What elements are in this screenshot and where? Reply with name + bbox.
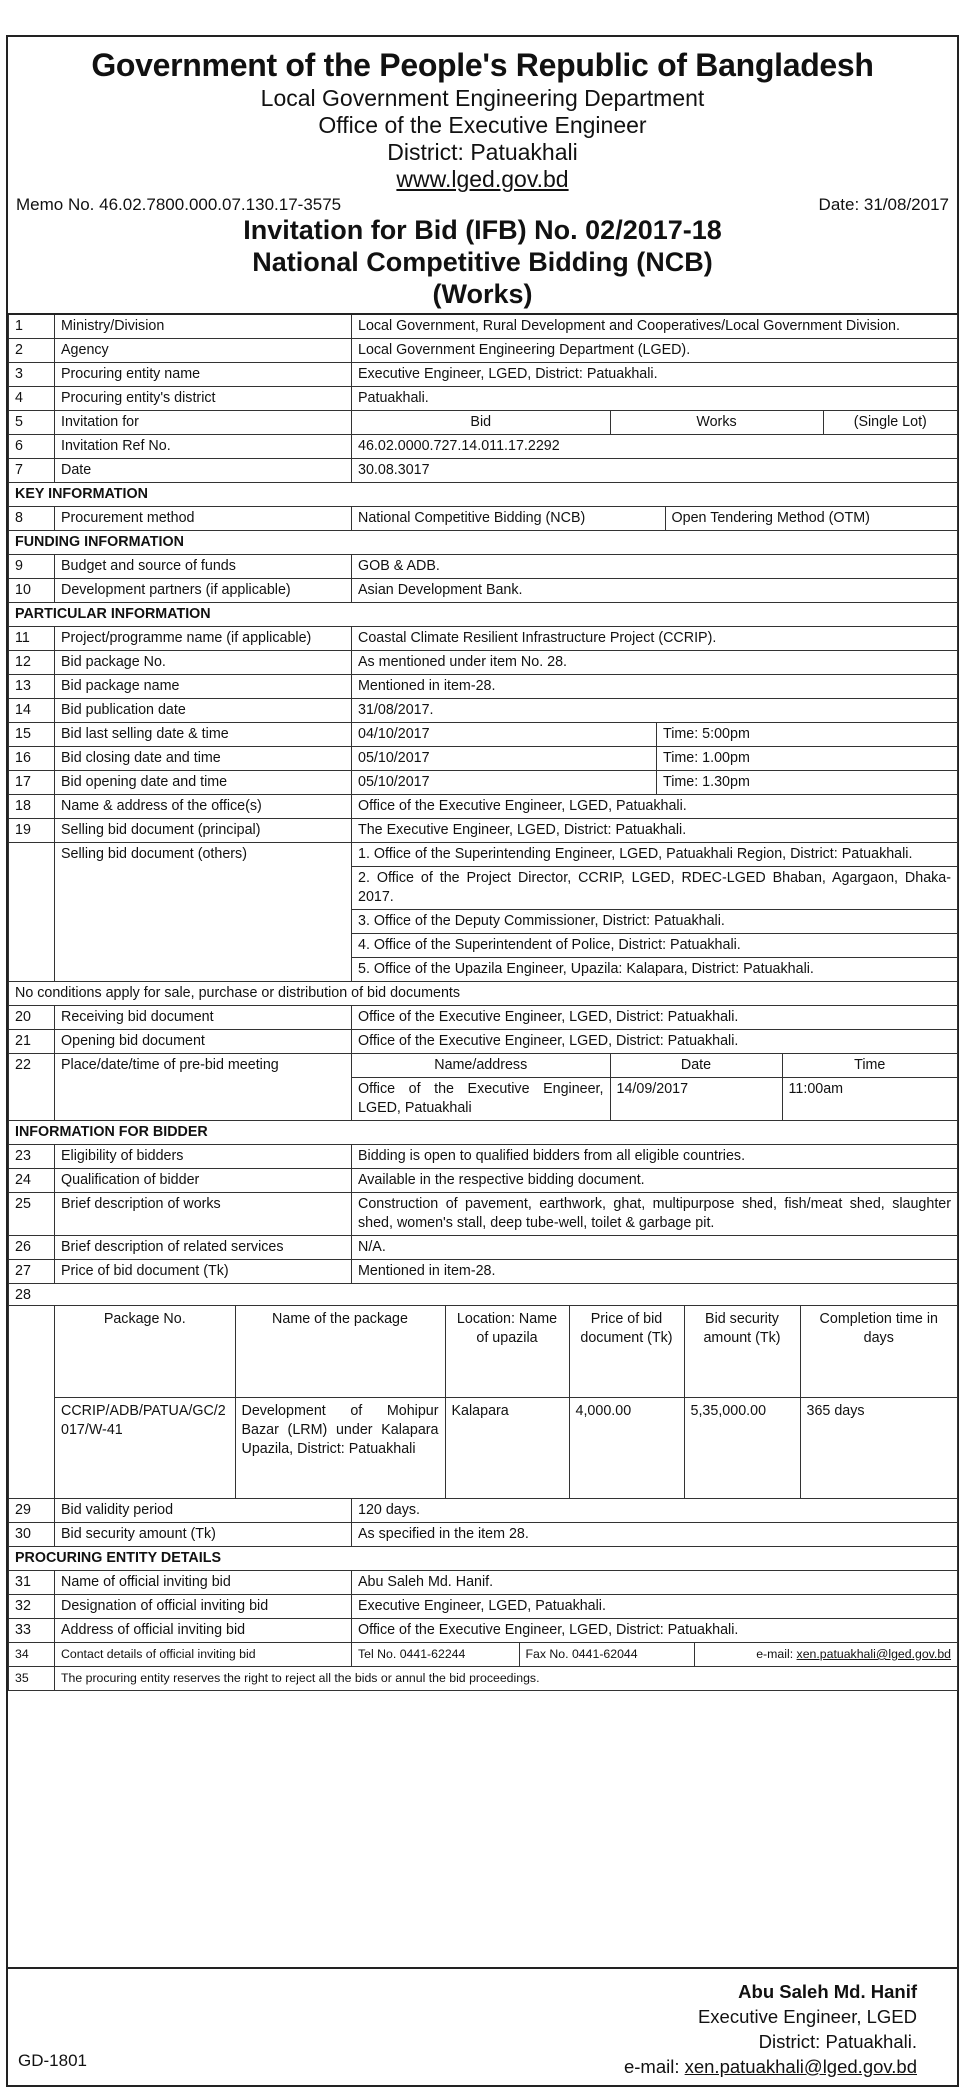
signatory-district: District: Patuakhali. xyxy=(758,2031,917,2052)
section-heading: KEY INFORMATION xyxy=(9,482,958,506)
section-heading: PARTICULAR INFORMATION xyxy=(9,602,958,626)
section-heading: PROCURING ENTITY DETAILS xyxy=(9,1546,958,1570)
table-row: 10 Development partners (if applicable) Asian Development Bank. xyxy=(9,578,958,602)
document-code: GD-1801 xyxy=(18,2051,87,2070)
ifb-title xyxy=(8,215,957,311)
table-row: 24 Qualification of bidder Available in the respective bidding document. xyxy=(9,1168,958,1192)
signatory-email-link[interactable]: xen.patuakhali@lged.gov.bd xyxy=(684,2056,917,2077)
table-row: 4 Procuring entity's district Patuakhali. xyxy=(9,386,958,410)
table-row: 12 Bid package No. As mentioned under item No. 28. xyxy=(9,650,958,674)
table-row: 20 Receiving bid document Office of the Executive Engineer, LGED, District: Patuakhali. xyxy=(9,1005,958,1029)
table-row: 14 Bid publication date 31/08/2017. xyxy=(9,698,958,722)
table-row: 7 Date 30.08.3017 xyxy=(9,458,958,482)
table-row: 30 Bid security amount (Tk) As specified in the item 28. xyxy=(9,1522,958,1546)
table-row: 1 Ministry/Division Local Government, Rural Development and Cooperatives/Local Government Division. xyxy=(9,314,958,339)
document-footer xyxy=(8,1967,957,2085)
website-link[interactable]: www.lged.gov.bd xyxy=(396,166,569,193)
signatory-title: Executive Engineer, LGED xyxy=(697,2006,917,2027)
table-row: 21 Opening bid document Office of the Executive Engineer, LGED, District: Patuakhali. xyxy=(9,1029,958,1053)
memo-number: Memo No. 46.02.7800.000.07.130.17-3575 xyxy=(16,195,342,215)
memo-date: Date: 31/08/2017 xyxy=(818,195,949,215)
signature-block: Abu Saleh Md. Hanif Executive Engineer, LGED District: Patuakhali. e-mail: xen.patuakhali@lged.gov.bd xyxy=(623,1981,917,2077)
table-row: 19 Selling bid document (principal) The Executive Engineer, LGED, District: Patuakhali. xyxy=(9,818,958,842)
table-row: 28 xyxy=(9,1283,958,1305)
table-row: 26 Brief description of related services N/A. xyxy=(9,1235,958,1259)
table-row: 22 Place/date/time of pre-bid meeting Name/address Date Time Office of the Executive Engineer, LGED, Patuakhali 14/09/2017 11:00am xyxy=(9,1053,958,1120)
ifb-table xyxy=(8,313,958,1691)
table-row: 5. Office of the Upazila Engineer, Upazila: Kalapara, District: Patuakhali. xyxy=(9,957,958,981)
table-row: 17 Bid opening date and time 05/10/2017 Time: 1.30pm xyxy=(9,770,958,794)
package-row xyxy=(9,1305,958,1498)
table-row: 35 The procuring entity reserves the right to reject all the bids or annul the bid proceedings. xyxy=(9,1666,958,1690)
table-row: 32 Designation of official inviting bid Executive Engineer, LGED, Patuakhali. xyxy=(9,1594,958,1618)
table-row: 25 Brief description of works Construction of pavement, earthwork, ghat, multipurpose shed, fish/meat shed, slaughter shed, women's stall, deep tube-well, toilet & garbage pit. xyxy=(9,1192,958,1235)
table-row: 33 Address of official inviting bid Office of the Executive Engineer, LGED, District: Patuakhali. xyxy=(9,1618,958,1642)
table-row: 3 Procuring entity name Executive Engineer, LGED, District: Patuakhali. xyxy=(9,362,958,386)
table-row: 31 Name of official inviting bid Abu Saleh Md. Hanif. xyxy=(9,1570,958,1594)
table-row: 4. Office of the Superintendent of Police, District: Patuakhali. xyxy=(9,933,958,957)
office-name: Office of the Executive Engineer xyxy=(318,111,647,138)
pre-bid-meeting-table: Name/address Date Time Office of the Executive Engineer, LGED, Patuakhali 14/09/2017 11:00am xyxy=(352,1054,957,1120)
table-row: 9 Budget and source of funds GOB & ADB. xyxy=(9,554,958,578)
table-row: 3. Office of the Deputy Commissioner, District: Patuakhali. xyxy=(9,909,958,933)
department-name: Local Government Engineering Department xyxy=(260,84,705,111)
section-heading: FUNDING INFORMATION xyxy=(9,530,958,554)
conditions-row: No conditions apply for sale, purchase or distribution of bid documents xyxy=(9,981,958,1005)
document-page xyxy=(6,35,959,2087)
table-row: 2. Office of the Project Director, CCRIP, LGED, RDEC-LGED Bhaban, Agargaon, Dhaka-2017. xyxy=(9,866,958,909)
table-row: Selling bid document (others) 1. Office of the Superintending Engineer, LGED, Patuakhali Region, District: Patuakhali. xyxy=(9,842,958,866)
memo-line xyxy=(8,193,957,215)
table-row: 2 Agency Local Government Engineering Department (LGED). xyxy=(9,338,958,362)
table-row: 8 Procurement method National Competitive Bidding (NCB) Open Tendering Method (OTM) xyxy=(9,506,958,530)
document-header xyxy=(8,47,957,193)
table-row: 16 Bid closing date and time 05/10/2017 Time: 1.00pm xyxy=(9,746,958,770)
signatory-name: Abu Saleh Md. Hanif xyxy=(738,1981,917,2002)
table-row: 29 Bid validity period 120 days. xyxy=(9,1498,958,1522)
contact-email-link[interactable]: xen.patuakhali@lged.gov.bd xyxy=(796,1646,952,1661)
package-table xyxy=(55,1306,957,1498)
table-row: 34 Contact details of official inviting bid Tel No. 0441-62244 Fax No. 0441-62044 e-mail: xen.patuakhali@lged.gov.bd xyxy=(9,1642,958,1666)
ifb-number: Invitation for Bid (IFB) No. 02/2017-18 xyxy=(243,215,722,246)
table-row: 5 Invitation for Bid Works (Single Lot) xyxy=(9,410,958,434)
table-row: 23 Eligibility of bidders Bidding is open to qualified bidders from all eligible countries. xyxy=(9,1144,958,1168)
government-title: Government of the People's Republic of Bangladesh xyxy=(91,47,874,83)
ifb-type: National Competitive Bidding (NCB) xyxy=(252,247,713,278)
table-row: 11 Project/programme name (if applicable) Coastal Climate Resilient Infrastructure Project (CCRIP). xyxy=(9,626,958,650)
package-data-row: CCRIP/ADB/PATUA/GC/2017/W-41 Development of Mohipur Bazar (LRM) under Kalapara Upazila, District: Patuakhali Kalapara 4,000.00 5,35,000.00 365 days xyxy=(55,1398,957,1498)
district-name: District: Patuakhali xyxy=(387,139,578,165)
section-heading: INFORMATION FOR BIDDER xyxy=(9,1120,958,1144)
package-header-row: Package No. Name of the package Location: Name of upazila Price of bid document (Tk) Bid security amount (Tk) Completion time in days xyxy=(55,1306,957,1398)
ifb-category: (Works) xyxy=(432,278,533,309)
table-row: 13 Bid package name Mentioned in item-28. xyxy=(9,674,958,698)
table-row: 18 Name & address of the office(s) Office of the Executive Engineer, LGED, Patuakhali. xyxy=(9,794,958,818)
table-row: 15 Bid last selling date & time 04/10/2017 Time: 5:00pm xyxy=(9,722,958,746)
table-row: 6 Invitation Ref No. 46.02.0000.727.14.011.17.2292 xyxy=(9,434,958,458)
table-row: 27 Price of bid document (Tk) Mentioned in item-28. xyxy=(9,1259,958,1283)
